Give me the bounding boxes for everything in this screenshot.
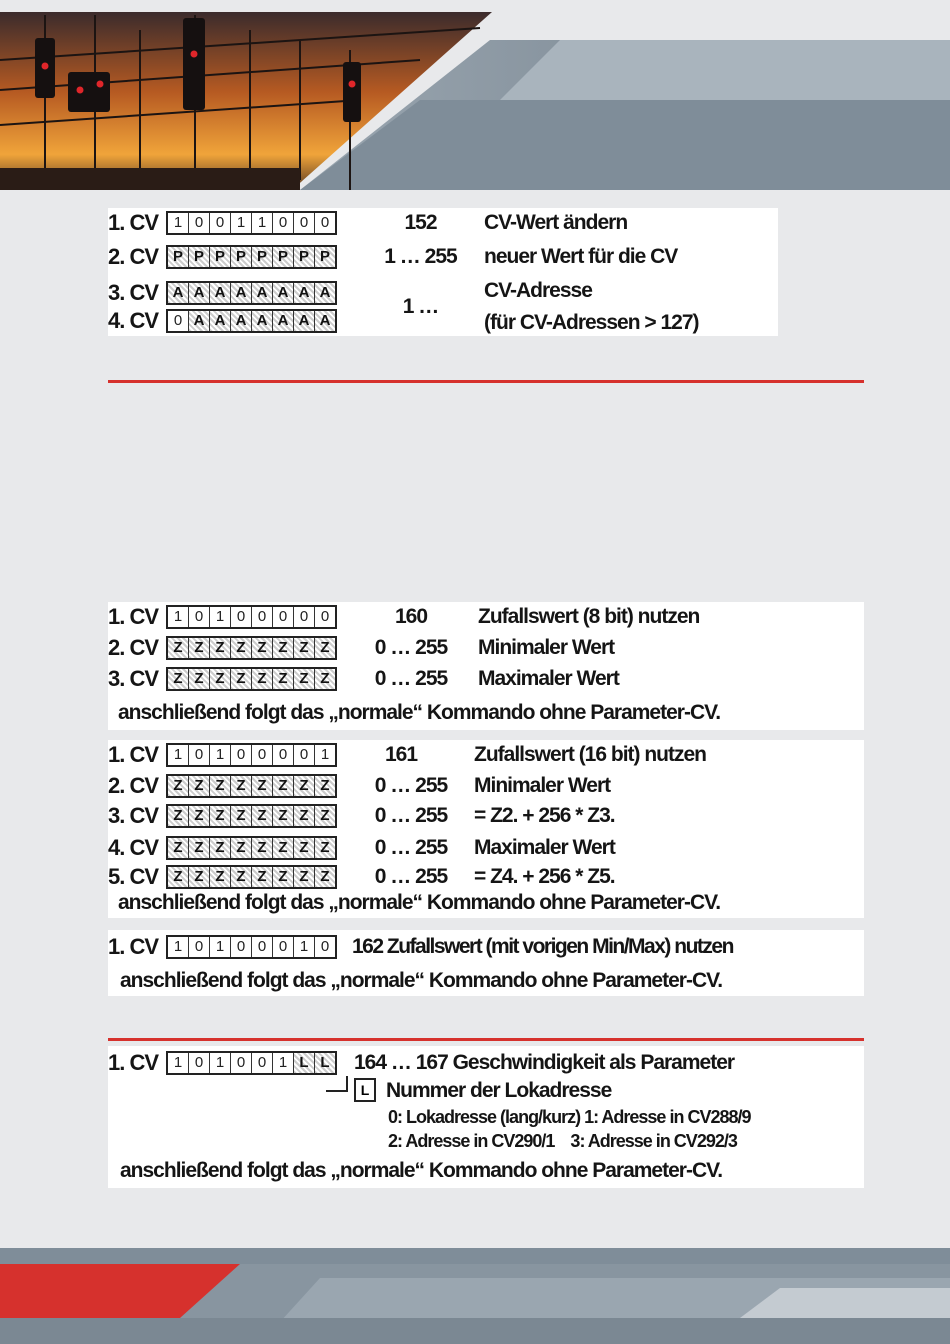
bit-cell: 0 — [189, 607, 210, 627]
cv-label: 2. CV — [108, 244, 159, 269]
bit-cell: Z — [294, 806, 315, 826]
bit-cell: A — [273, 283, 294, 303]
cv-label: 1. CV — [108, 604, 159, 629]
bit-cell: A — [231, 311, 252, 331]
bit-cell: A — [294, 283, 315, 303]
cv-value: 1 … — [402, 295, 439, 318]
cv-description: 162 Zufallswert (mit vorigen Min/Max) nutzen — [352, 935, 733, 958]
bit-cell: Z — [168, 638, 189, 658]
bit-cell: Z — [231, 806, 252, 826]
cv-description: Maximaler Wert — [474, 836, 615, 859]
bit-cell: P — [210, 247, 231, 267]
bit-cell: Z — [210, 806, 231, 826]
cv-description: Minimaler Wert — [474, 774, 611, 797]
bit-cell: Z — [231, 776, 252, 796]
bit-cell: 0 — [252, 607, 273, 627]
cv-value: 0 … 255 — [374, 667, 448, 690]
cv-value: 0 … 255 — [374, 836, 448, 859]
bit-cell: L — [294, 1053, 315, 1073]
bit-cell: 1 — [168, 1053, 189, 1073]
bit-cell: 1 — [168, 213, 189, 233]
section-divider — [108, 1038, 864, 1041]
bit-cell: 0 — [231, 745, 252, 765]
bit-cell: A — [189, 283, 210, 303]
bit-cell: A — [168, 283, 189, 303]
cv-block-random-8bit — [108, 602, 864, 730]
cv-block-random-prev — [108, 930, 864, 996]
bit-cell: A — [210, 311, 231, 331]
bit-cell: Z — [231, 669, 252, 689]
bit-pattern — [166, 804, 337, 828]
bit-cell: P — [273, 247, 294, 267]
cv-label: 2. CV — [108, 635, 159, 660]
bit-cell: Z — [189, 638, 210, 658]
bit-cell: 0 — [252, 745, 273, 765]
bit-cell: Z — [189, 838, 210, 858]
cv-label: 1. CV — [108, 742, 159, 767]
cv-value: 1 … 255 — [384, 245, 457, 268]
bit-pattern — [166, 309, 337, 333]
bit-cell: 0 — [252, 937, 273, 957]
followup-note: anschließend folgt das „normale“ Kommando ohne Parameter-CV. — [120, 1159, 723, 1182]
bit-cell: 0 — [189, 213, 210, 233]
bit-cell: Z — [168, 838, 189, 858]
cv-value: 0 … 255 — [374, 865, 448, 888]
bit-pattern — [166, 836, 337, 860]
cv-label: 4. CV — [108, 835, 159, 860]
bit-cell: 0 — [231, 1053, 252, 1073]
bit-cell: A — [315, 283, 335, 303]
bit-cell: Z — [210, 638, 231, 658]
cv-label: 1. CV — [108, 1050, 159, 1075]
cv-value: 0 … 255 — [374, 804, 448, 827]
bit-cell: 0 — [189, 1053, 210, 1073]
bit-cell: 0 — [320, 938, 330, 955]
bit-cell: A — [210, 283, 231, 303]
bit-cell: Z — [252, 638, 273, 658]
l-legend-box: L — [354, 1078, 376, 1102]
bit-cell: 1 — [210, 1053, 231, 1073]
cv-description: (für CV-Adressen > 127) — [484, 311, 699, 334]
cv-label: 1. CV — [108, 934, 159, 959]
bit-cell: Z — [168, 867, 189, 887]
bit-cell: Z — [315, 638, 335, 658]
cv-block-speed-param — [108, 1046, 864, 1188]
cv-label: 1. CV — [108, 210, 159, 235]
bit-cell: Z — [189, 806, 210, 826]
bit-cell: A — [294, 311, 315, 331]
bit-cell: Z — [189, 669, 210, 689]
cv-label: 3. CV — [108, 803, 159, 828]
bit-pattern — [166, 245, 337, 269]
bit-cell: Z — [210, 838, 231, 858]
cv-description: Maximaler Wert — [478, 667, 619, 690]
bit-cell: 0 — [294, 213, 315, 233]
bit-cell: A — [315, 311, 335, 331]
bit-cell: 0 — [273, 213, 294, 233]
bit-cell: Z — [315, 838, 335, 858]
bit-cell: 0 — [320, 214, 330, 231]
bit-cell: Z — [294, 776, 315, 796]
cv-label: 3. CV — [108, 666, 159, 691]
bit-cell: 0 — [273, 937, 294, 957]
bit-cell: P — [168, 247, 189, 267]
bit-cell: 1 — [231, 213, 252, 233]
cv-description: CV-Adresse — [484, 279, 592, 302]
bit-cell: P — [231, 247, 252, 267]
cv-description: 164 … 167 Geschwindigkeit als Parameter — [354, 1051, 735, 1074]
section-divider — [108, 380, 864, 383]
bit-cell: 0 — [294, 607, 315, 627]
cv-label: 3. CV — [108, 280, 159, 305]
bit-cell: Z — [315, 806, 335, 826]
bit-cell: Z — [168, 806, 189, 826]
bit-cell: 0 — [320, 608, 330, 625]
cv-value: 0 … 255 — [374, 774, 448, 797]
bit-pattern — [166, 774, 337, 798]
bit-cell: 1 — [320, 746, 330, 763]
footer-banner — [0, 1248, 950, 1344]
bit-cell: 1 — [252, 213, 273, 233]
bit-cell: 0 — [168, 311, 189, 331]
bit-cell: Z — [273, 776, 294, 796]
bit-cell: Z — [273, 638, 294, 658]
bit-cell: P — [294, 247, 315, 267]
bit-cell: Z — [252, 838, 273, 858]
cv-formula: = Z2. + 256 * Z3. — [474, 804, 615, 827]
bit-cell: 1 — [294, 937, 315, 957]
bit-cell: A — [189, 311, 210, 331]
bit-cell: 0 — [294, 745, 315, 765]
followup-note: anschließend folgt das „normale“ Kommando ohne Parameter-CV. — [118, 701, 721, 724]
cv-label: 5. CV — [108, 864, 159, 889]
bit-cell: Z — [210, 776, 231, 796]
cv-description: neuer Wert für die CV — [484, 245, 678, 268]
l-options-1: 0: Lokadresse (lang/kurz) 1: Adresse in CV288/9 — [388, 1107, 751, 1127]
bit-pattern — [166, 865, 337, 889]
cv-block-change-value — [108, 208, 778, 336]
bit-cell: Z — [273, 669, 294, 689]
followup-note: anschließend folgt das „normale“ Kommando ohne Parameter-CV. — [118, 891, 721, 914]
bit-pattern — [166, 935, 337, 959]
bit-cell: 0 — [273, 745, 294, 765]
bit-cell: Z — [315, 776, 335, 796]
bit-cell: Z — [231, 838, 252, 858]
bit-cell: Z — [252, 867, 273, 887]
bit-cell: Z — [168, 669, 189, 689]
bit-cell: P — [189, 247, 210, 267]
bit-cell: Z — [315, 867, 335, 887]
bit-cell: Z — [231, 638, 252, 658]
bit-cell: A — [252, 311, 273, 331]
bit-cell: Z — [231, 867, 252, 887]
cv-description: CV-Wert ändern — [484, 211, 628, 234]
bit-cell: Z — [168, 776, 189, 796]
bit-cell: Z — [252, 776, 273, 796]
bit-pattern — [166, 1051, 337, 1075]
bit-cell: 1 — [168, 937, 189, 957]
bit-cell: Z — [294, 867, 315, 887]
bit-cell: P — [315, 247, 335, 267]
followup-note: anschließend folgt das „normale“ Kommando ohne Parameter-CV. — [120, 969, 723, 992]
bit-cell: A — [252, 283, 273, 303]
bit-cell: 1 — [210, 937, 231, 957]
bit-cell: 0 — [189, 937, 210, 957]
bit-cell: 0 — [252, 1053, 273, 1073]
bit-cell: 1 — [210, 607, 231, 627]
cv-formula: = Z4. + 256 * Z5. — [474, 865, 615, 888]
bit-cell: Z — [294, 669, 315, 689]
bit-pattern — [166, 211, 337, 235]
l-bracket — [326, 1076, 348, 1092]
bit-cell: 0 — [231, 607, 252, 627]
bit-cell: Z — [210, 669, 231, 689]
cv-value: 160 — [394, 605, 428, 628]
cv-description: Zufallswert (16 bit) nutzen — [474, 743, 707, 766]
bit-cell: 0 — [189, 745, 210, 765]
bit-pattern — [166, 667, 337, 691]
bit-cell: Z — [189, 867, 210, 887]
l-description: Nummer der Lokadresse — [386, 1079, 612, 1102]
cv-value: 161 — [384, 743, 418, 766]
cv-description: Minimaler Wert — [478, 636, 615, 659]
bit-cell: L — [315, 1053, 335, 1073]
bit-cell: P — [252, 247, 273, 267]
bit-cell: Z — [210, 867, 231, 887]
bit-pattern — [166, 636, 337, 660]
l-options-2: 2: Adresse in CV290/1 3: Adresse in CV292/3 — [388, 1131, 737, 1151]
bit-cell: Z — [273, 838, 294, 858]
bit-cell: Z — [273, 867, 294, 887]
cv-value: 152 — [404, 211, 437, 234]
bit-cell: 1 — [273, 1053, 294, 1073]
bit-pattern — [166, 281, 337, 305]
bit-cell: 0 — [273, 607, 294, 627]
bit-cell: 0 — [231, 937, 252, 957]
bit-cell: 1 — [168, 745, 189, 765]
bit-cell: Z — [273, 806, 294, 826]
bit-cell: Z — [315, 669, 335, 689]
bit-cell: 1 — [168, 607, 189, 627]
cv-label: 2. CV — [108, 773, 159, 798]
bit-cell: Z — [294, 638, 315, 658]
bit-cell: A — [231, 283, 252, 303]
bit-cell: Z — [252, 806, 273, 826]
bit-cell: 0 — [210, 213, 231, 233]
bit-cell: Z — [189, 776, 210, 796]
bit-pattern — [166, 743, 337, 767]
bit-cell: Z — [252, 669, 273, 689]
cv-label: 4. CV — [108, 308, 159, 333]
cv-value: 0 … 255 — [374, 636, 448, 659]
bit-cell: Z — [294, 838, 315, 858]
cv-block-random-16bit — [108, 740, 864, 918]
bit-cell: 1 — [210, 745, 231, 765]
bit-cell: A — [273, 311, 294, 331]
cv-description: Zufallswert (8 bit) nutzen — [478, 605, 700, 628]
header-banner — [0, 0, 950, 190]
bit-pattern — [166, 605, 337, 629]
